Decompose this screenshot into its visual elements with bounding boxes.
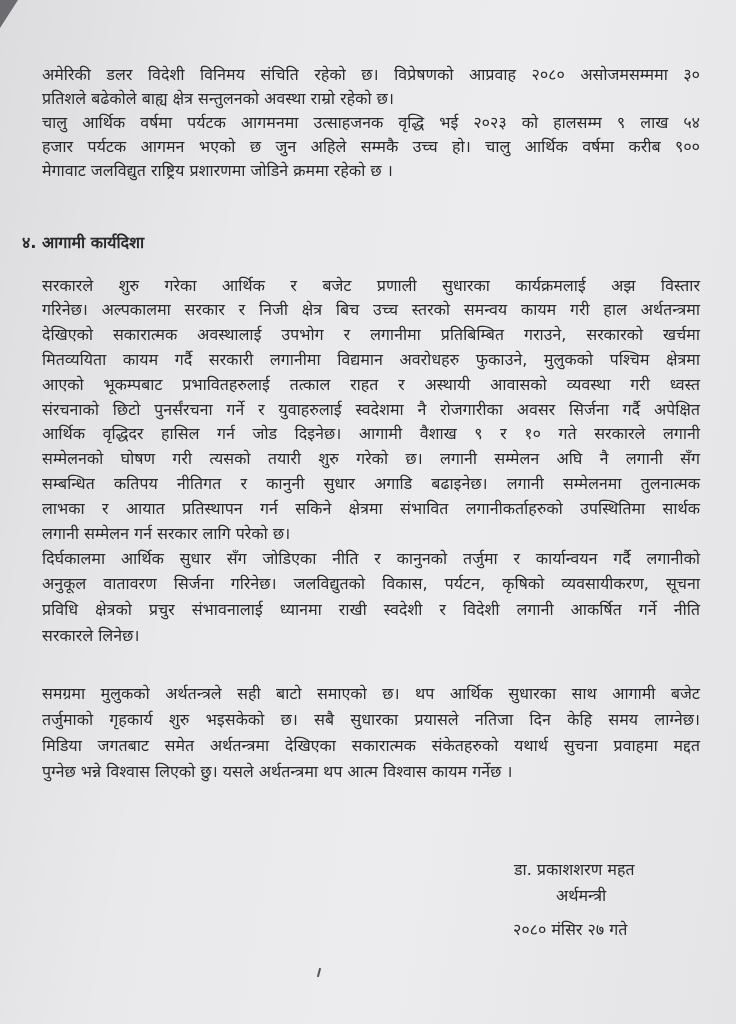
text-line: अनुकूल वातावरण सिर्जना गरिनेछ। जलविद्युतको विकास, पर्यटन, कृषिको व्यवसायीकरण, सूचना [42,574,700,593]
text-line: गरिनेछ। अल्पकालमा सरकार र निजी क्षेत्र बिच उच्च स्तरको समन्वय कायम गरी हाल अर्थतन्त्रमा [42,300,700,319]
text-line: मेगावाट जलविद्युत राष्ट्रिय प्रशारणमा जोडिने क्रममा रहेको छ । [42,161,393,180]
signatory-name: डा. प्रकाशशरण महत [514,860,635,879]
text-line: पुग्नेछ भन्ने विश्वास लिएको छु। यसले अर्थतन्त्रमा थप आत्म विश्वास कायम गर्नेछ । [42,762,513,781]
signatory-title: अर्थमन्त्री [556,886,607,905]
signature-date: २०८० मंसिर २७ गते [513,920,628,939]
text-line: आर्थिक वृद्धिदर हासिल गर्न जोड दिइनेछ। आगामी वैशाख ९ र १० गते सरकारले लगानी [42,424,700,443]
text-line: सरकारले लिनेछ। [42,626,140,645]
ink-mark [317,968,321,977]
text-line: संरचनाको छिटो पुनर्संरचना गर्ने र युवाहरुलाई स्वदेशमा नै रोजगारीका अवसर सिर्जना गर्दै अपेक्षित [42,400,700,419]
text-line: हजार पर्यटक आगमन भएको छ जुन अहिले सम्मकै उच्च हो। चालु आर्थिक वर्षमा करीब ९०० [42,137,700,156]
text-line: प्रतिशले बढेकोले बाह्य क्षेत्र सन्तुलनको अवस्था राम्रो रहेको छ। [42,89,394,108]
text-line: सरकारले शुरु गरेका आर्थिक र बजेट प्रणाली सुधारका कार्यक्रमलाई अझ विस्तार [42,276,700,295]
text-line: चालु आर्थिक वर्षमा पर्यटक आगमनमा उत्साहजनक वृद्धि भई २०२३ को हालसम्म ९ लाख ५४ [42,113,700,132]
text-line: देखिएको सकारात्मक अवस्थालाई उपभोग र लगानीमा प्रतिबिम्बित गराउने, सरकारको खर्चमा [42,325,700,344]
text-line: लगानी सम्मेलन गर्न सरकार लागि परेको छ। [42,524,291,543]
text-line: मिडिया जगतबाट समेत अर्थतन्त्रमा देखिएका सकारात्मक संकेतहरुको यथार्थ सुचना प्रवाहमा मद्दत [42,736,700,755]
page-corner-shadow [0,0,18,28]
text-line: आएको भूकम्पबाट प्रभावितहरुलाई तत्काल राहत र अस्थायी आवासको व्यवस्था गरी ध्वस्त [42,375,700,394]
text-line: समग्रमा मुलुकको अर्थतन्त्रले सही बाटो समाएको छ। थप आर्थिक सुधारका साथ आगामी बजेट [42,684,700,703]
text-line: प्रविधि क्षेत्रको प्रचुर संभावनालाई ध्यानमा राखी स्वदेशी र विदेशी लगानी आकर्षित गर्ने नीति [42,600,700,619]
section-heading: ४. आगामी कार्यदिशा [22,233,145,252]
text-line: लाभका र आयात प्रतिस्थापन गर्न सकिने क्षेत्रमा संभावित लगानीकर्ताहरुको उपस्थितिमा सार्थक [42,499,700,518]
text-line: अमेरिकी डलर विदेशी विनिमय संचिति रहेको छ। विप्रेषणको आप्रवाह २०८० असोजमसम्ममा ३० [42,65,700,84]
text-line: मितव्ययिता कायम गर्दै सरकारी लगानीमा विद्यमान अवरोधहरु फुकाउने, मुलुकको पश्चिम क्षेत्रमा [42,350,700,369]
text-line: दिर्घकालमा आर्थिक सुधार सँग जोडिएका नीति र कानुनको तर्जुमा र कार्यान्वयन गर्दै लगानीको [42,549,700,568]
text-line: सम्मेलनको घोषण गरी त्यसको तयारी शुरु गरेको छ। लगानी सम्मेलन अघि नै लगानी सँग [42,449,700,468]
text-line: सम्बन्धित कतिपय नीतिगत र कानुनी सुधार अगाडि बढाइनेछ। लगानी सम्मेलनमा तुलनात्मक [42,474,700,493]
text-line: तर्जुमाको गृहकार्य शुरु भइसकेको छ। सबै सुधारका प्रयासले नतिजा दिन केहि समय लाग्नेछ। [42,710,700,729]
